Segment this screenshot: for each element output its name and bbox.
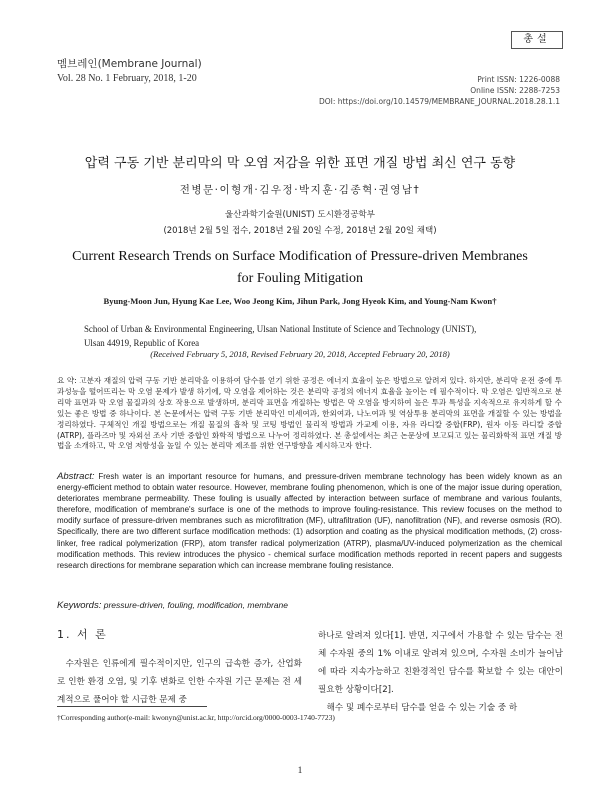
title-english-line1: Current Research Trends on Surface Modification of Pressure-driven Membranes	[72, 249, 528, 264]
abstract-korean	[57, 376, 562, 452]
footnote-divider	[57, 706, 207, 707]
body-paragraph: 해수 및 폐수로부터 담수를 얻을 수 있는 기술 중 하	[326, 703, 518, 713]
print-issn: Print ISSN: 1226-0088	[477, 75, 560, 84]
body-paragraph: 수자원은 인류에게 필수적이지만, 인구의 급속한 증가, 산업화로 인한 환경 오염, 및 기후 변화로 인한 수자원 기근 문제는 전 세계적으로 풀어야 할 시급한 문제 중	[57, 659, 302, 705]
abstract-korean-text: 고분자 재질의 압력 구동 기반 분리막을 이용하여 담수를 얻기 위한 공정은 에너지 효율이 높은 방법으로 알려져 있다. 하지만, 분리막 운전 중에 투과성능을 떨어뜨리는 막 오염 문제가 발생 하기에, 막 오염을 제어하는 것은 분리막 공정의 에너지 효율을 높이는 데 필수적이다. 막 오염은 일반적으로 분리막 표면과 막 오염 물질과의 상호 작용으로 발생하며, 분리막 표면을 개질하는 방법은 막 오염을 방지하여 높은 투과 특성을 지속적으로 유지하게 할 수 있는 좋은 방법 중 하나이다. 본 논문에서는 압력 구동 기반 분리막인 미세여과, 한외여과, 나노여과 및 역삼투용 분리막의 표면을 개질할 수 있는 방법을 정리하였다. 구체적인 개질 방법으로는 개질 물질의 흡착 및 코팅 방법인 물리적 방법과 가교제 이용, 자유 라디칼 중합(FRP), 원자 이동 라디칼 중합(ATRP), 플라즈마 및 자외선 조사 기반 중합인 화학적 방법으로 나누어 정리하였다. 본 총설에서는 최근 논문상에 보고되고 있는 물리화학적 표면 개질 방법을 소개하고, 막 오염 저항성을 높일 수 있는 분리막 제조를 위한 연구방향을 제시하고자 한다.	[57, 376, 562, 451]
footnote: †Corresponding author(e-mail: kwonyn@unist.ac.kr, http://orcid.org/0000-0003-1740-7723)	[57, 713, 335, 722]
abstract-english-text: Fresh water is an important resource for humans, and pressure-driven membrane technology has been widely known as an energy-efficient method to obtain water resource. However, membrane fouling phenomenon, which is one of the major issue during operation, deteriorates membrane permeability. These fouling is usually affected by interaction between surface of membrane and various foulants, therefore, modification of membrane's surface is one of the methods to improve fouling-resistance. This review focuses on the method to modify surface of pressure-driven membranes such as microfiltration (MF), ultrafiltration (UF), nanofiltration (NF), and reverse osmosis (RO). Specifically, there are two different surface modification methods: (1) adsorption and coating as the physical modification methods, (2) cross-linker, free radical polymerization (FRP), atom transfer radical polymerization (ATRP), plasma/UV-induced polymerization as the chemical modification methods. This review introduces the physico - chemical surface modification methods reported in recent papers and suggests research directions for membrane separation which can increase membrane fouling resistance.	[57, 472, 562, 570]
section-heading: 1. 서 론	[57, 628, 108, 641]
online-issn: Online ISSN: 2288-7253	[470, 86, 560, 95]
keywords	[57, 600, 562, 611]
title-english-line2: for Fouling Mitigation	[237, 271, 363, 286]
body-column-left	[57, 655, 302, 709]
article-type-badge: 총설	[511, 31, 563, 49]
journal-volume: Vol. 28 No. 1 February, 2018, 1-20	[57, 73, 197, 84]
affiliation-korean: 울산과학기술원(UNIST) 도시환경공학부	[225, 210, 375, 220]
affiliation-english-line2: Ulsan 44919, Republic of Korea	[84, 338, 200, 348]
authors-korean: 전병문·이형개·김우정·박지훈·김종혁·권영남†	[179, 184, 421, 196]
dates-korean: (2018년 2월 5일 접수, 2018년 2월 20일 수정, 2018년 2월 20일 채택)	[163, 226, 437, 236]
body-column-right	[318, 627, 563, 717]
page-number: 1	[297, 766, 303, 776]
abstract-english	[57, 471, 562, 571]
keywords-label: Keywords:	[57, 600, 102, 611]
title-korean: 압력 구동 기반 분리막의 막 오염 저감을 위한 표면 개질 방법 최신 연구 동향	[84, 156, 516, 171]
keywords-values: pressure-driven, fouling, modification, membrane	[103, 600, 288, 610]
journal-name: 멤브레인(Membrane Journal)	[57, 58, 202, 70]
affiliation-english	[84, 322, 534, 350]
body-paragraph: 하나로 알려져 있다[1]. 반면, 지구에서 가용할 수 있는 담수는 전체 수자원 중의 1% 이내로 알려져 있으며, 수자원 소비가 늘어남에 따라 지속가능하고 친환경적인 담수를 확보할 수 있는 대안이 필요한 상황이다[2].	[318, 631, 563, 695]
dates-english: (Received February 5, 2018, Revised February 20, 2018, Accepted February 20, 2018)	[150, 349, 450, 359]
doi[interactable]: DOI: https://doi.org/10.14579/MEMBRANE_JOURNAL.2018.28.1.1	[318, 97, 560, 106]
abstract-english-label: Abstract:	[57, 471, 95, 482]
authors-english: Byung-Moon Jun, Hyung Kae Lee, Woo Jeong Kim, Jihun Park, Jong Hyeok Kim, and Young-Nam Kwon†	[103, 296, 497, 306]
affiliation-english-line1: School of Urban & Environmental Engineering, Ulsan National Institute of Science and Technology (UNIST),	[84, 324, 477, 334]
title-english	[0, 246, 600, 290]
abstract-korean-label: 요 약:	[57, 376, 77, 385]
